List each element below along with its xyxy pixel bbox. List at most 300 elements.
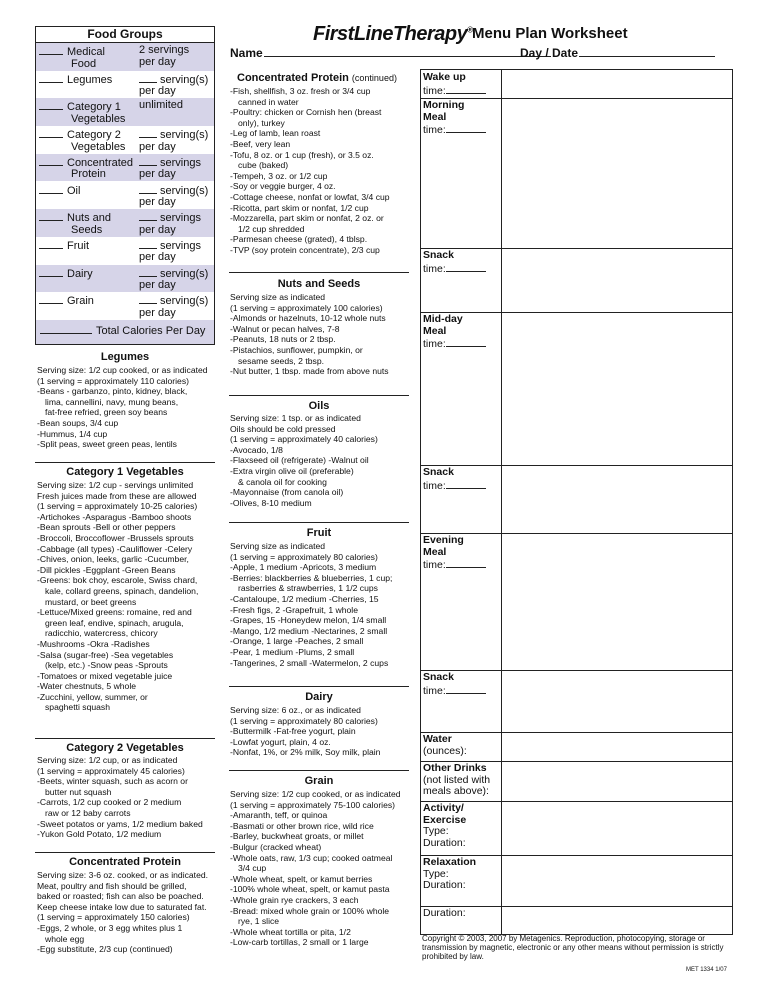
food-group-label: [39, 128, 139, 153]
log-row[interactable]: [421, 70, 732, 99]
list-item: -Artichokes -Asparagus -Bamboo shoots: [37, 511, 192, 522]
list-item: Meat, poultry and fish should be grilled,: [37, 880, 187, 891]
list-item: -Bulgur (cracked wheat): [230, 841, 322, 852]
list-item: sesame seeds, 2 tbsp.: [238, 355, 324, 366]
servings-line2: per day: [139, 306, 176, 319]
list-item: radicchio, watercress, chicory: [45, 628, 158, 639]
list-item: -Olives, 8-10 medium: [230, 497, 312, 508]
food-group-check-line[interactable]: [39, 100, 63, 110]
list-item: Fresh juices made from these are allowed: [37, 490, 197, 501]
servings-input-line[interactable]: [139, 184, 157, 194]
time-field: [423, 558, 503, 572]
list-item: only), turkey: [238, 117, 285, 128]
list-item: (1 serving = approximately 110 calories): [37, 375, 189, 386]
servings-input-line[interactable]: [139, 128, 157, 138]
time-field: [423, 337, 503, 351]
time-input-line[interactable]: [446, 123, 486, 133]
food-group-check-line[interactable]: [39, 294, 63, 304]
list-item: -Whole wheat tortilla or pita, 1/2: [230, 926, 351, 937]
food-group-check-line[interactable]: [39, 45, 63, 55]
log-row-label: [421, 248, 503, 275]
servings-line1: [139, 294, 214, 308]
food-group-name: Medical: [67, 46, 105, 58]
list-item: (kelp, etc.) -Snow peas -Sprouts: [45, 660, 168, 671]
dairy-title: Dairy: [305, 691, 333, 703]
list-item: -Whole oats, raw, 1/3 cup; cooked oatmeal: [230, 852, 393, 863]
divider: [229, 522, 409, 523]
food-group-name-line2: Food: [71, 57, 97, 70]
log-label-bold: Meal: [423, 324, 447, 337]
list-item: (1 serving = approximately 10-25 calories): [37, 501, 198, 512]
list-item: (1 serving = approximately 80 calories): [230, 715, 378, 726]
servings-line1: [139, 239, 214, 253]
time-input-line[interactable]: [446, 479, 486, 489]
food-group-name: Concentrated: [67, 156, 134, 169]
cat2-title: Category 2 Vegetables: [66, 742, 184, 754]
list-item: -Tangerines, 2 small -Watermelon, 2 cups: [230, 657, 389, 668]
list-item: -Broccoli, Broccoflower -Brussels sprouts: [37, 532, 194, 543]
log-label-bold: Relaxation: [423, 856, 477, 868]
total-calories-row: [36, 320, 214, 344]
log-label-bold: Meal: [423, 545, 447, 558]
list-item: & canola oil for cooking: [238, 476, 327, 487]
list-item: (1 serving = approximately 45 calories): [37, 765, 185, 776]
list-item: -Whole grain rye crackers, 3 each: [230, 894, 359, 905]
log-row[interactable]: [421, 248, 732, 313]
list-item: Serving size as indicated: [230, 292, 326, 302]
list-item: -Tofu, 8 oz. or 1 cup (fresh), or 3.5 oz.: [230, 149, 374, 160]
divider: [229, 272, 409, 273]
servings-text: servings: [160, 239, 201, 252]
time-label: time:: [423, 124, 446, 136]
column-divider: [501, 801, 502, 855]
log-label-bold: Snack: [423, 671, 454, 683]
list-item: baked or roasted; fish can also be poached.: [37, 891, 204, 902]
log-row-label: [421, 670, 503, 697]
protein-cont-title: [237, 72, 397, 84]
list-item: -Mushrooms -Okra -Radishes: [37, 638, 150, 649]
list-item: Serving size: 1/2 cup, or as indicated: [37, 755, 178, 765]
servings-line2: per day: [139, 168, 176, 181]
food-group-row: [36, 43, 214, 71]
log-label-bold: Snack: [423, 249, 454, 261]
list-item: 1/2 cup shredded: [238, 223, 305, 234]
list-item: -Flaxseed oil (refrigerate) -Walnut oil: [230, 455, 369, 466]
list-item: -Barley, buckwheat groats, or millet: [230, 831, 364, 842]
list-item: whole egg: [45, 933, 85, 944]
list-item: rye, 1 slice: [238, 916, 280, 927]
list-item: -Berries: blackberries & blueberries, 1 cup;: [230, 572, 393, 583]
food-groups-box: [35, 26, 215, 345]
list-item: -Eggs, 2 whole, or 3 egg whites plus 1: [37, 922, 183, 933]
grain-list: [230, 789, 401, 948]
protein-title: Concentrated Protein: [69, 856, 181, 868]
list-item: -Mango, 1/2 medium -Nectarines, 2 small: [230, 625, 388, 636]
food-group-name: Oil: [67, 184, 81, 197]
list-item: -Apple, 1 medium -Apricots, 3 medium: [230, 562, 377, 573]
list-item: -Cantaloupe, 1/2 medium -Cherries, 15: [230, 593, 379, 604]
list-item: canned in water: [238, 96, 299, 107]
log-row[interactable]: [421, 98, 732, 249]
column-divider: [501, 98, 502, 248]
food-group-check-line[interactable]: [39, 184, 63, 194]
list-item: -Beets, winter squash, such as acorn or: [37, 776, 188, 787]
list-item: -Cottage cheese, nonfat or lowfat, 3/4 cup: [230, 191, 390, 202]
list-item: raw or 12 baby carrots: [45, 807, 131, 818]
log-row[interactable]: [421, 533, 732, 671]
list-item: -Carrots, 1/2 cup cooked or 2 medium: [37, 797, 182, 808]
log-label-bold: Exercise: [423, 813, 467, 826]
food-group-row: [36, 154, 214, 182]
log-label-text: Type:: [423, 867, 449, 880]
list-item: mustard, or beet greens: [45, 596, 137, 607]
servings-line1: [139, 211, 214, 225]
food-group-check-line[interactable]: [39, 73, 63, 83]
list-item: -Lettuce/Mixed greens: romaine, red and: [37, 607, 192, 618]
log-label-text: meals above):: [423, 785, 489, 797]
list-item: -Ricotta, part skim or nonfat, 1/2 cup: [230, 202, 369, 213]
list-item: spaghetti squash: [45, 702, 110, 713]
food-group-row: [36, 292, 214, 320]
time-label: time:: [423, 84, 446, 97]
dairy-list: [230, 705, 380, 758]
list-item: -Split peas, sweet green peas, lentils: [37, 439, 177, 450]
food-group-label: [39, 156, 139, 181]
list-item: -Bread: mixed whole grain or 100% whole: [230, 905, 390, 916]
cat2-list: [37, 755, 203, 840]
list-item: -Pistachios, sunflower, pumpkin, or: [230, 344, 363, 355]
list-item: -Pear, 1 medium -Plums, 2 small: [230, 646, 355, 657]
food-group-servings: [139, 100, 214, 112]
list-item: Serving size: 6 oz., or as indicated: [230, 705, 361, 715]
food-group-row: [36, 126, 214, 154]
time-label: time:: [423, 684, 446, 697]
servings-text: unlimited: [139, 99, 184, 112]
list-item: -Parmesan cheese (grated), 4 tblsp.: [230, 234, 368, 245]
protein-list: [37, 870, 208, 955]
list-item: Keep cheese intake low due to saturated fat.: [37, 901, 207, 912]
food-group-servings: [139, 267, 214, 292]
list-item: -Sweet potatos or yams, 1/2 medium baked: [37, 818, 203, 829]
servings-line2: per day: [139, 140, 176, 153]
list-item: Serving size: 1/2 cup - servings unlimited: [37, 480, 194, 490]
list-item: 3/4 cup: [238, 863, 267, 874]
log-row-label: [421, 98, 503, 137]
food-group-name-line2: Vegetables: [71, 112, 126, 125]
food-group-servings: [139, 128, 214, 153]
log-row[interactable]: [421, 855, 732, 907]
list-item: Serving size: 1/2 cup cooked, or as indicated: [230, 789, 401, 799]
food-group-row: [36, 71, 214, 99]
list-item: kale, collard greens, spinach, dandelion,: [45, 585, 199, 596]
food-group-servings: [139, 294, 214, 319]
list-item: (1 serving = approximately 40 calories): [230, 434, 378, 445]
list-item: Oils should be cold pressed: [230, 423, 336, 434]
list-item: -Avocado, 1/8: [230, 444, 283, 455]
list-item: (1 serving = approximately 150 calories): [37, 912, 190, 923]
servings-line2: per day: [139, 251, 176, 264]
time-input-line[interactable]: [446, 337, 486, 347]
column-divider: [501, 761, 502, 801]
list-item: -Soy or veggie burger, 4 oz.: [230, 181, 336, 192]
servings-text: serving(s): [160, 267, 209, 280]
food-group-label: [39, 73, 139, 87]
list-item: Serving size: 3-6 oz. cooked, or as indicated.: [37, 870, 209, 880]
list-item: fat-free refried, green soy beans: [45, 407, 168, 418]
cat1-list: [37, 480, 198, 713]
food-group-label: [39, 184, 139, 198]
servings-input-line[interactable]: [139, 211, 157, 221]
column-divider: [501, 732, 502, 761]
worksheet-title: Menu Plan Worksheet: [472, 25, 628, 42]
list-item: -Nut butter, 1 tbsp. made from above nuts: [230, 366, 389, 377]
food-group-label: [39, 100, 139, 125]
servings-text: serving(s): [160, 295, 209, 308]
log-row-label: [421, 801, 503, 849]
column-divider: [501, 465, 502, 533]
log-label-text: Type:: [423, 825, 449, 837]
food-group-check-line[interactable]: [39, 156, 63, 166]
log-row-label: [421, 533, 503, 572]
food-group-name: Dairy: [67, 267, 93, 280]
time-field: [423, 262, 503, 276]
servings-line2: per day: [139, 223, 176, 236]
food-group-label: [39, 239, 139, 253]
column-divider: [501, 70, 502, 98]
list-item: (1 serving = approximately 100 calories): [230, 302, 383, 313]
servings-line2: per day: [139, 196, 176, 208]
list-item: -Orange, 1 large -Peaches, 2 small: [230, 636, 364, 647]
food-group-servings: [139, 211, 214, 236]
list-item: -Whole wheat, spelt, or kamut berries: [230, 873, 373, 884]
name-field: [230, 46, 551, 60]
log-row[interactable]: [421, 465, 732, 534]
list-item: -Fish, shellfish, 3 oz. fresh or 3/4 cup: [230, 86, 371, 96]
servings-input-line[interactable]: [139, 73, 157, 83]
list-item: -Almonds or hazelnuts, 10-12 whole nuts: [230, 313, 386, 324]
servings-line2: per day: [139, 55, 176, 68]
log-label-bold: Other Drinks: [423, 762, 487, 774]
cat1-title: Category 1 Vegetables: [66, 466, 184, 478]
servings-input-line[interactable]: [139, 294, 157, 304]
divider: [229, 686, 409, 687]
servings-line2: per day: [139, 85, 176, 98]
time-input-line[interactable]: [446, 262, 486, 272]
time-field: [423, 84, 503, 98]
protein-cont-title-text: Concentrated Protein: [237, 72, 349, 84]
form-code: MET 1334 1/07: [686, 967, 727, 973]
list-item: -Greens: bok choy, escarole, Swiss chard,: [37, 575, 198, 586]
list-item: (1 serving = approximately 75-100 calories): [230, 799, 396, 810]
list-item: -Grapes, 15 -Honeydew melon, 1/4 small: [230, 615, 387, 626]
servings-text: serving(s): [160, 184, 209, 197]
copyright-notice: Copyright © 2003, 2007 by Metagenics. Reproduction, photocopying, storage or transmission by magnetic, electronic or any other means without permission is strictly prohibited by law.: [422, 934, 724, 961]
food-group-label: [39, 45, 139, 70]
servings-text: serving(s): [160, 73, 209, 86]
list-item: -Dill pickles -Eggplant -Green Beans: [37, 564, 176, 575]
food-group-check-line[interactable]: [39, 128, 63, 138]
list-item: (1 serving = approximately 80 calories): [230, 551, 378, 562]
list-item: -Leg of lamb, lean roast: [230, 128, 321, 139]
list-item: -Beef, very lean: [230, 138, 291, 149]
oils-list: [230, 413, 378, 508]
log-label-text: Duration:: [423, 836, 466, 849]
time-input-line[interactable]: [446, 84, 486, 94]
list-item: -Tempeh, 3 oz. or 1/2 cup: [230, 170, 328, 181]
fruit-title: Fruit: [306, 527, 332, 539]
column-divider: [501, 906, 502, 934]
legumes-list: [37, 365, 208, 450]
food-group-row: [36, 265, 214, 293]
time-field: [423, 479, 503, 493]
servings-line2: per day: [139, 279, 176, 292]
column-divider: [501, 670, 502, 732]
divider: [229, 770, 409, 771]
food-group-name: Nuts and: [67, 212, 112, 225]
log-label-bold: Evening: [423, 534, 464, 546]
log-row[interactable]: [421, 906, 732, 934]
food-group-servings: [139, 184, 214, 209]
food-group-row: [36, 237, 214, 265]
food-group-servings: [139, 156, 214, 181]
list-item: cube (baked): [238, 160, 289, 171]
list-item: -Beans - garbanzo, pinto, kidney, black,: [37, 386, 188, 397]
log-row-label: [421, 906, 503, 920]
log-row-label: [421, 312, 503, 351]
list-item: -Yukon Gold Potato, 1/2 medium: [37, 829, 162, 840]
brand-text: FirstLineTherapy: [313, 23, 468, 45]
servings-input-line[interactable]: [139, 267, 157, 277]
food-group-name: Category 2: [67, 129, 121, 142]
total-calories-label: Total Calories Per Day: [96, 325, 206, 337]
time-field: [423, 684, 503, 698]
food-group-name: Fruit: [67, 239, 89, 252]
grain-title: Grain: [304, 775, 334, 787]
nuts-title: Nuts and Seeds: [277, 278, 361, 290]
food-group-name: Legumes: [67, 73, 113, 86]
food-group-name-line2: Vegetables: [71, 140, 126, 153]
servings-line1: [139, 73, 214, 87]
list-item: -Zucchini, yellow, summer, or: [37, 691, 148, 702]
log-label-bold: Water: [423, 733, 452, 745]
food-group-label: [39, 294, 139, 308]
list-item: -Bean soups, 3/4 cup: [37, 417, 119, 428]
list-item: -Hummus, 1/4 cup: [37, 428, 108, 439]
list-item: Serving size: 1/2 cup cooked, or as indicated: [37, 365, 208, 375]
food-group-row: [36, 209, 214, 237]
log-row[interactable]: [421, 801, 732, 856]
servings-line1: [139, 45, 214, 57]
oils-title: Oils: [308, 400, 330, 412]
fruit-list: [230, 541, 392, 668]
servings-text: 2 servings: [139, 44, 190, 56]
name-input-line[interactable]: [264, 46, 551, 57]
list-item: -Chives, onion, leeks, garlic -Cucumber,: [37, 554, 189, 565]
divider: [229, 395, 409, 396]
log-row[interactable]: [421, 670, 732, 733]
log-label-bold: Activity/: [423, 802, 464, 814]
food-group-label: [39, 211, 139, 236]
food-group-check-line[interactable]: [39, 211, 63, 221]
total-calories-field[interactable]: [40, 324, 92, 334]
time-label: time:: [423, 338, 446, 350]
divider: [35, 852, 215, 853]
log-row-label: [421, 761, 503, 798]
column-divider: [501, 312, 502, 465]
column-divider: [501, 533, 502, 670]
time-label: time:: [423, 559, 446, 571]
food-group-servings: [139, 45, 214, 68]
log-label-text: (ounces):: [423, 744, 467, 757]
list-item: -Mayonnaise (from canola oil): [230, 487, 344, 498]
log-label-bold: Meal: [423, 110, 447, 123]
servings-input-line[interactable]: [139, 239, 157, 249]
log-row-label: [421, 855, 503, 892]
list-item: -Tomatoes or mixed vegetable juice: [37, 670, 173, 681]
food-group-row: [36, 182, 214, 210]
daily-log-table: [420, 69, 733, 935]
protein-cont-list: [230, 86, 390, 256]
column-divider: [501, 248, 502, 312]
log-row-label: [421, 732, 503, 757]
log-label-bold: Wake up: [423, 71, 466, 83]
food-group-row: [36, 98, 214, 126]
brand-logo: [313, 23, 473, 46]
food-groups-title: Food Groups: [36, 27, 214, 43]
servings-line1: [139, 267, 214, 281]
list-item: butter nut squash: [45, 786, 112, 797]
date-input-line[interactable]: [579, 46, 715, 57]
list-item: -Salsa (sugar-free) -Sea vegetables: [37, 649, 174, 660]
date-field: [520, 46, 715, 60]
servings-text: servings: [160, 212, 201, 225]
food-group-label: [39, 267, 139, 281]
name-label: Name: [230, 46, 263, 60]
list-item: -Fresh figs, 2 -Grapefruit, 1 whole: [230, 604, 358, 615]
food-group-check-line[interactable]: [39, 239, 63, 249]
list-item: Serving size as indicated: [230, 541, 326, 551]
list-item: -Buttermilk -Fat-free yogurt, plain: [230, 726, 356, 737]
time-input-line[interactable]: [446, 558, 486, 568]
time-input-line[interactable]: [446, 684, 486, 694]
list-item: -Bean sprouts -Bell or other peppers: [37, 522, 176, 533]
log-row-label: [421, 70, 503, 97]
food-group-check-line[interactable]: [39, 267, 63, 277]
list-item: -Nonfat, 1%, or 2% milk, Soy milk, plain: [230, 747, 381, 758]
log-row[interactable]: [421, 312, 732, 466]
list-item: -Basmati or other brown rice, wild rice: [230, 820, 374, 831]
list-item: -100% whole wheat, spelt, or kamut pasta: [230, 884, 390, 895]
list-item: -Cabbage (all types) -Cauliflower -Celery: [37, 543, 193, 554]
brand-reg: ®: [467, 25, 473, 35]
servings-line1: [139, 100, 214, 112]
list-item: -Amaranth, teff, or quinoa: [230, 810, 328, 821]
time-field: [423, 123, 503, 137]
food-group-name-line2: Protein: [71, 168, 106, 181]
protein-cont-note: (continued): [351, 73, 397, 83]
list-item: -Poultry: chicken or Cornish hen (breast: [230, 107, 382, 118]
time-label: time:: [423, 262, 446, 275]
log-row[interactable]: [421, 732, 732, 762]
food-group-servings: [139, 73, 214, 98]
list-item: -Walnut or pecan halves, 7-8: [230, 323, 340, 334]
log-label-bold: Snack: [423, 466, 454, 478]
servings-input-line[interactable]: [139, 156, 157, 166]
column-divider: [501, 855, 502, 906]
list-item: -Extra virgin olive oil (preferable): [230, 465, 354, 476]
log-label-bold: Mid-day: [423, 313, 463, 325]
log-row[interactable]: [421, 761, 732, 802]
